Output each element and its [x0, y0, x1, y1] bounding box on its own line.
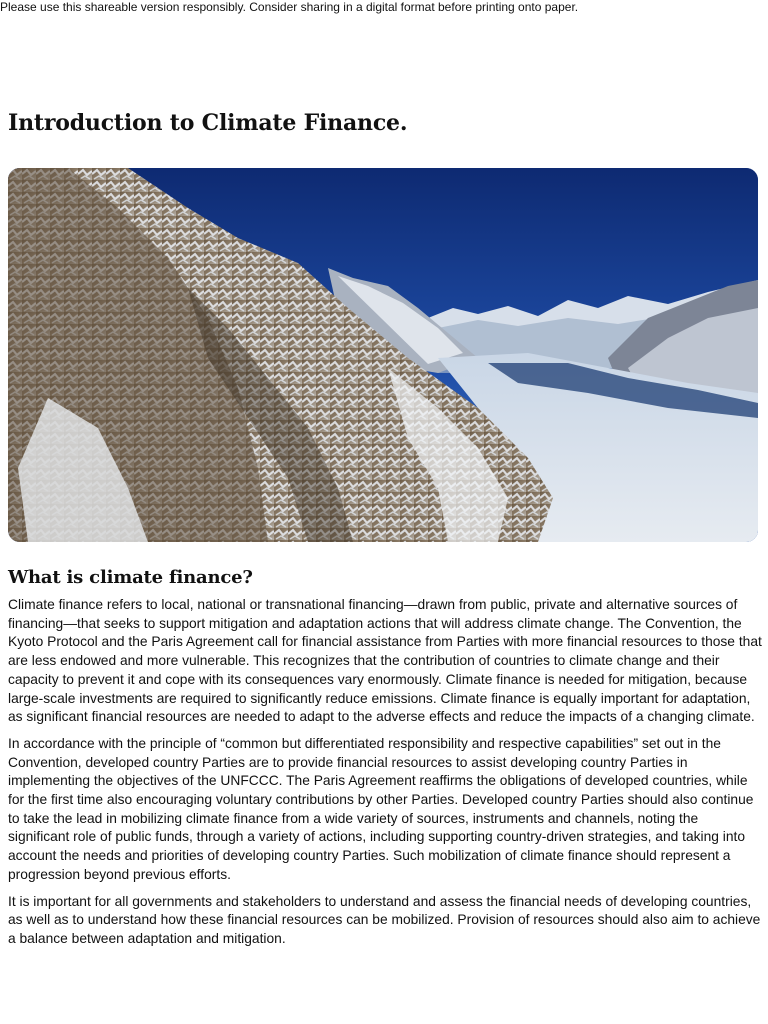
article-body — [8, 596, 762, 957]
section-heading: What is climate finance? — [8, 567, 253, 588]
paragraph: In accordance with the principle of “common but differentiated responsibility and respective capabilities” set out in the Convention, developed country Parties are to provide financial resources to assist developing country Parties in implementing the objectives of the UNFCCC. The Paris Agreement reaffirms the obligations of developed countries, while for the first time also encouraging voluntary contributions by other Parties. Developed country Parties should also continue to take the lead in mobilizing climate finance from a wide variety of sources, instruments and channels, noting the significant role of public funds, through a variety of actions, including supporting country-driven strategies, and taking into account the needs and priorities of developing country Parties. Such mobilization of climate finance should represent a progression beyond previous efforts. — [8, 735, 754, 882]
page-title: Introduction to Climate Finance. — [8, 110, 408, 136]
hero-image — [8, 168, 758, 542]
paragraph: Climate finance refers to local, national or transnational financing—drawn from public, private and alternative sources of financing—that seeks to support mitigation and adaptation actions that will address climate change. The Convention, the Kyoto Protocol and the Paris Agreement call for financial assistance from Parties with more financial resources to those that are less endowed and more vulnerable. This recognizes that the contribution of countries to climate change and their capacity to prevent it and cope with its consequences vary enormously. Climate finance is needed for mitigation, because large-scale investments are required to significantly reduce emissions. Climate finance is equally important for adaptation, as significant financial resources are needed to adapt to the adverse effects and reduce the impacts of a changing climate. — [8, 597, 762, 725]
paragraph: It is important for all governments and stakeholders to understand and assess the financial needs of developing countries, as well as to understand how these financial resources can be mobilized. Provision of resources should also aim to achieve a balance between adaptation and mitigation. — [8, 893, 761, 946]
share-notice: Please use this shareable version responsibly. Consider sharing in a digital format before printing onto paper. — [0, 0, 579, 14]
mountain-glacier-photo — [8, 168, 758, 542]
